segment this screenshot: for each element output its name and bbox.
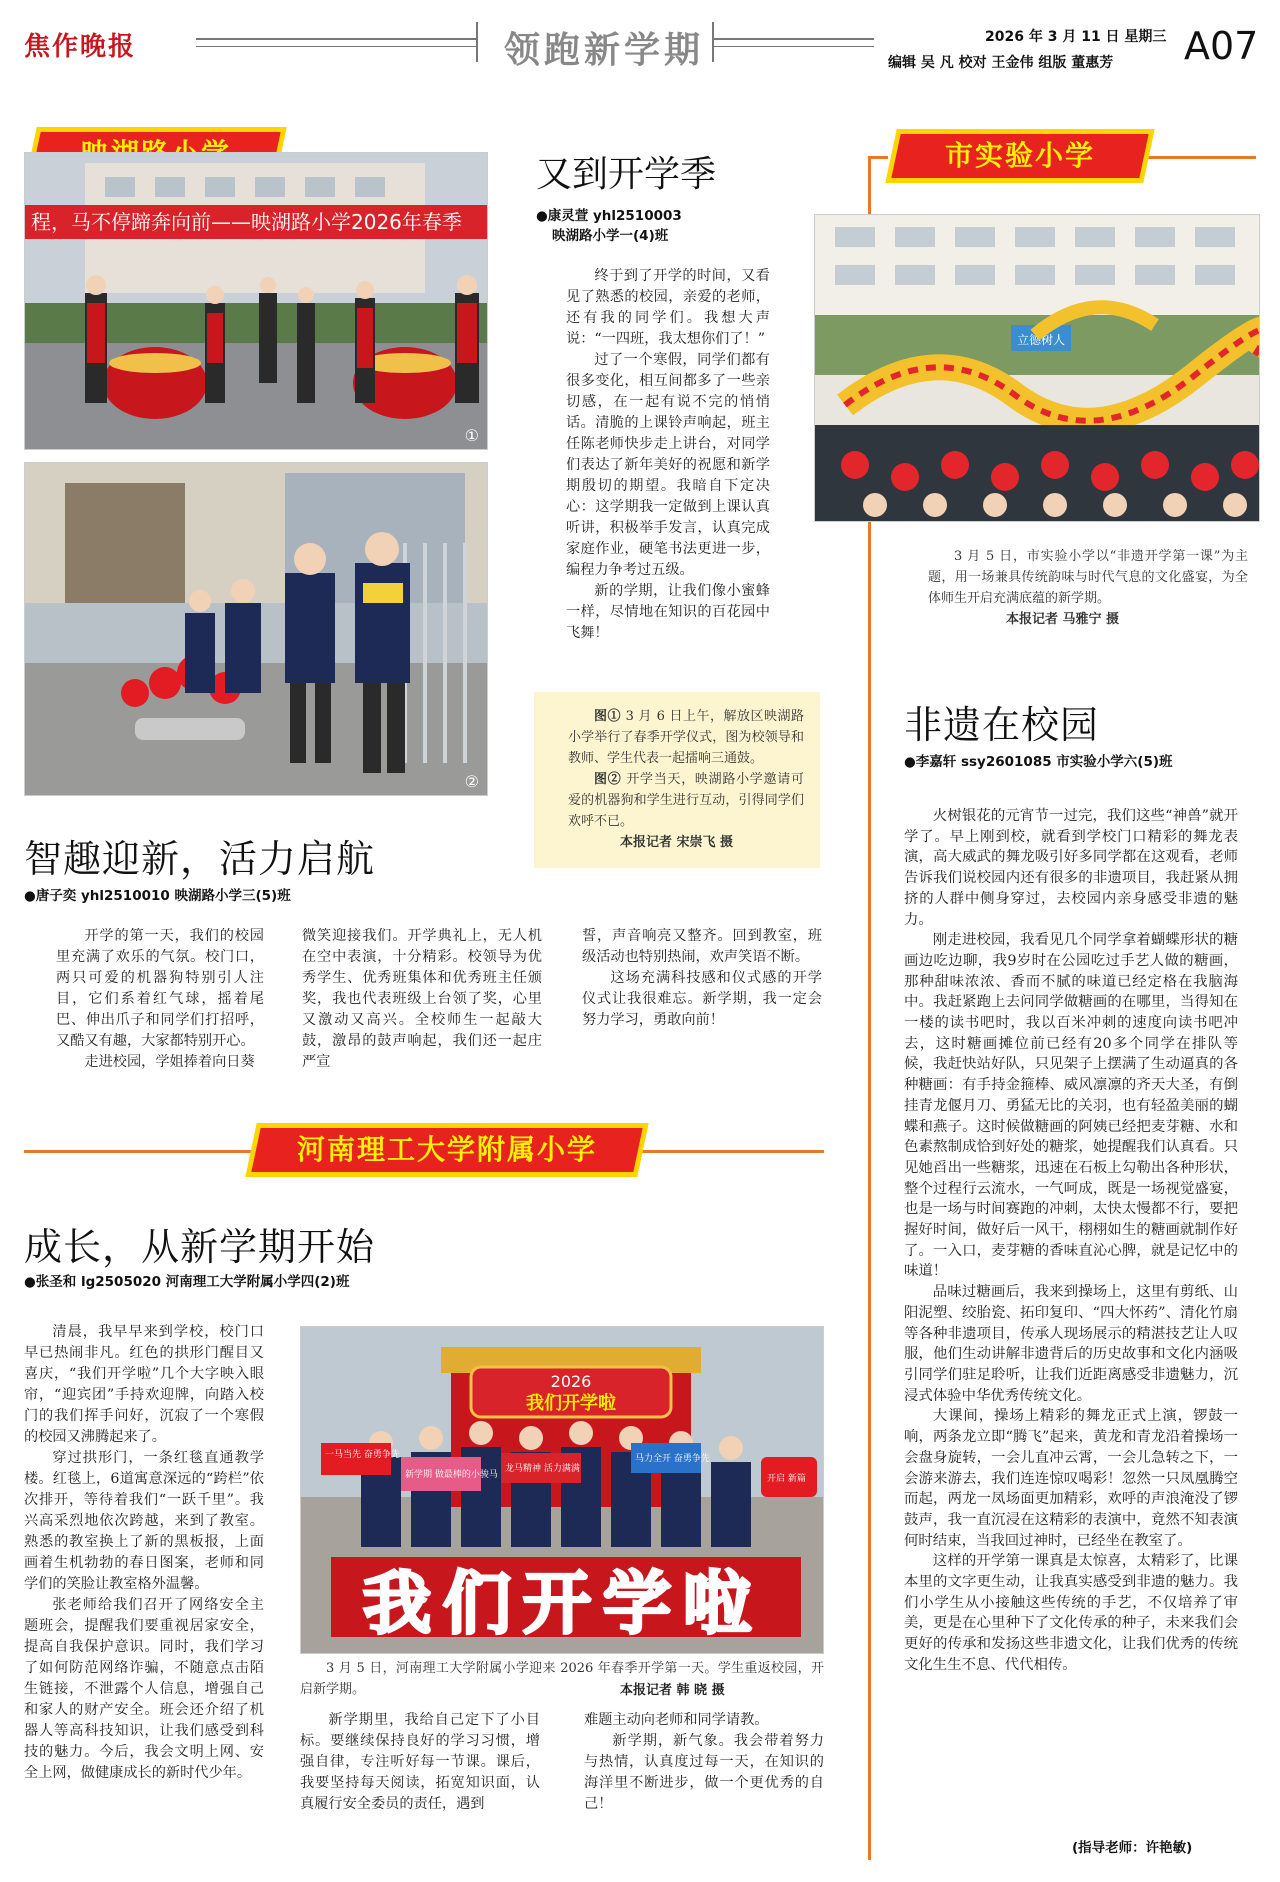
photo-drum-ceremony-illustration [25,153,488,450]
caption-photo-2 [568,769,804,832]
article3-byline: ●李嘉轩 ssy2601085 市实验小学六(5)班 [904,754,1173,770]
masthead-rule-left [196,38,478,40]
article2-col3-para-1: 誓，声音响亮又整齐。回到教室，班级活动也特别热闹，欢声笑语不断。 [582,928,822,965]
section-rule-henan-left [24,1150,254,1153]
photo-robot-dogs-illustration [25,463,488,796]
article3-para-3: 品味过糖画后，我来到操场上，这里有剪纸、山阳泥塑、绞胎瓷、拓印复印、“四大怀药”、清化竹扇等各种非遗项目，传承人现场展示的精湛技艺让人叹服，他们生动讲解非遗背后的历史故事和文化内涵吸引同学们驻足聆听，让我们近距离感受非遗魅力，沉浸式体验中华优秀传统文化。 [904,1284,1238,1404]
photo3-sign: 立德树人 [1016,333,1066,347]
photo-robot-dogs [24,462,488,796]
article1-para-3: 新的学期，让我们像小蜜蜂一样，尽情地在知识的百花园中飞舞！ [566,583,770,641]
article4-col1-para-1: 清晨，我早早来到学校，校门口早已热闹非凡。红色的拱形门醒目又喜庆，“我们开学啦”几个大字映入眼帘，“迎宾团”手持欢迎牌，向踏入校门的我们挥手问好，沉寂了一个寒假的校园又沸腾起来了。 [24,1324,264,1445]
article4-title: 成长，从新学期开始 [24,1225,376,1269]
photo-sign-5: 开启 新篇 [767,1474,806,1484]
photo3-credit: 本报记者 马雅宁 摄 [1006,612,1120,627]
article4-col1-para-2: 穿过拱形门，一条红毯直通教学楼。红毯上，6道寓意深远的“跨栏”依次排开，等待着我们“一跃千里”。我兴高采烈地依次跨越，来到了教室。熟悉的教室换上了新的黑板报，上面画着生机勃勃的春日图案，老师和同学们的笑脸让教室格外温馨。 [24,1450,264,1592]
caption-photo-1-label: 图① [594,709,621,724]
masthead-rule-right [714,38,874,40]
photo-big-text: 我们开学啦 [362,1565,764,1644]
section-banner-shiyan [891,134,1148,178]
right-frame-top-left [868,156,888,159]
article2-byline: ●唐子奕 yhl2510010 映湖路小学三(5)班 [24,888,291,904]
photo-school-gate-illustration [301,1327,824,1654]
section-rule-henan-right [640,1150,824,1153]
photo-arch-year: 2026 [550,1372,592,1391]
article2-col2: 微笑迎接我们。开学典礼上，无人机在空中表演，十分精彩。校领导为优秀学生、优秀班集体和优秀班主任颁奖，我也代表班级上台领了奖，心里又激动又高兴。全校师生一起敲大鼓，激昂的鼓声响起，我们还一起庄严宣 [302,928,542,1070]
section-banner-henan [251,1128,642,1172]
article2-title: 智趣迎新，活力启航 [24,837,376,881]
article1-body [566,266,770,644]
article2-col3-para-2: 这场充满科技感和仪式感的开学仪式让我很难忘。新学期，我一定会努力学习，勇敢向前！ [582,970,822,1028]
caption-photo-2-text: 开学当天，映湖路小学邀请可爱的机器狗和学生进行互动，引得同学们欢呼不已。 [568,772,804,829]
photo-sign-1: 一马当先 奋勇争先 [325,1450,400,1460]
article3-para-4: 大课间，操场上精彩的舞龙正式上演，锣鼓一响，两条龙立即“腾飞”起来，黄龙和青龙沿着操场一会盘身旋转，一会儿直冲云霄，一会儿急转之下，一会游来游去，我们连连惊叹喝彩！忽然一只凤凰腾空而起，两龙一凤场面更加精彩，欢呼的声浪淹没了锣鼓声，我一直沉浸在这精彩的表演中，竟然不知表演何时结束，当我回过神时，已经坐在教室了。 [904,1408,1238,1549]
caption-photo-credit: 本报记者 宋崇飞 摄 [620,835,734,850]
article2-col1-para-2: 走进校园，学姐捧着向日葵 [84,1054,255,1070]
article4-byline: ●张圣和 lg2505020 河南理工大学附属小学四(2)班 [24,1274,350,1290]
article1-para-1: 终于到了开学的时间，又看见了熟悉的校园，亲爱的老师，还有我的同学们。我想大声说：“一四班，我太想你们了！” [566,268,770,347]
photo4-credit: 本报记者 韩 晓 摄 [620,1683,725,1698]
photo-school-gate [300,1326,824,1654]
article1-byline-author: ●康灵萱 yhl2510003 [536,208,682,224]
article1-byline [536,206,682,246]
photo-dragon-dance [814,214,1260,522]
caption-box-yinghu-text [568,706,804,853]
right-frame-top-right [1148,156,1256,159]
photo3-caption [928,546,1248,630]
photo-number-1: ① [464,426,479,445]
staff-credits: 编辑 吴 凡 校对 王金伟 组版 董惠芳 [888,55,1114,71]
caption-photo-1-text: 3 月 6 日上午，解放区映湖路小学举行了春季开学仪式，图为校领导和教师、学生代表一起擂响三通鼓。 [568,709,804,766]
issue-date: 2026 年 3 月 11 日 星期三 [985,29,1167,45]
photo-sign-4: 马力全开 奋勇争先 [635,1454,710,1464]
page-number: A07 [1184,24,1259,68]
photo-arch-text: 我们开学啦 [526,1393,616,1414]
article4-col2: 新学期里，我给自己定下了小目标。要继续保持良好的学习习惯，增强自律，专注听好每一节课。课后，我要坚持每天阅读，拓宽知识面，认真履行安全委员的责任，遇到 [300,1712,540,1812]
caption-photo-1 [568,706,804,769]
section-banner-shiyan-label: 市实验小学 [944,139,1095,172]
masthead-bracket-left [476,22,478,62]
section-banner-henan-label: 河南理工大学附属小学 [296,1133,597,1166]
article3-body [904,806,1238,1676]
section-title: 领跑新学期 [504,29,705,71]
caption-box-yinghu [534,692,820,868]
photo-sign-3: 龙马精神 活力满满 [505,1464,580,1474]
article1-para-2: 过了一个寒假，同学们都有很多变化，相互间都多了一些亲切感，在一起有说不完的悄悄话。清脆的上课铃声响起，班主任陈老师快步走上讲台，对同学们表达了新年美好的祝愿和新学期殷切的期望。我暗自下定决心：这学期我一定做到上课认真听讲，积极举手发言，认真完成家庭作业，硬笔书法更进一步，编程力争考过五级。 [566,352,770,578]
article3-para-5: 这样的开学第一课真是太惊喜，太精彩了，比课本里的文字更生动，让我真实感受到非遗的魅力。我们小学生从小接触这些传统的手艺，不仅培养了审美，更是在心里种下了文化传承的种子，未来我们会更好的传承和发扬这些非遗文化，让我们优秀的传统文化生生不息、代代相传。 [904,1553,1238,1673]
photo4-caption [300,1658,824,1700]
article2-col1-para-1: 开学的第一天，我们的校园里充满了欢乐的气氛。校门口，两只可爱的机器狗特别引人注目，它们系着红气球，摇着尾巴、伸出爪子和同学们打招呼，又酷又有趣，大家都特别开心。 [56,928,264,1049]
caption-photo-2-label: 图② [594,772,622,787]
masthead-rule-right-2 [714,46,874,47]
masthead-bracket-right [712,22,714,62]
article1-title: 又到开学季 [536,154,717,195]
article3-para-1: 火树银花的元宵节一过完，我们这些“神兽”就开学了。早上刚到校，就看到学校门口精彩的舞龙表演，高大威武的舞龙吸引好多同学都在这观看，老师告诉我们说校园内还有很多的非遗项目，我赶紧从拥挤的人群中侧身穿过，去校园内亲身感受非遗的魅力。 [904,808,1238,928]
article4-col1-para-3: 张老师给我们召开了网络安全主题班会，提醒我们要重视居家安全，提高自我保护意识。同时，我们学习了如何防范网络诈骗，不随意点击陌生链接，不泄露个人信息，增强自己和家人的财产安全。班会还介绍了机器人等高科技知识，让我们感受到科技的魅力。今后，我会文明上网、安全上网，做健康成长的新时代少年。 [24,1597,264,1781]
newspaper-logo: 焦作晚报 [24,32,137,62]
photo4-caption-text: 3 月 5 日，河南理工大学附属小学迎来 2026 年春季开学第一天。学生重返校园，开启新学期。 [300,1661,824,1697]
article3-para-2: 刚走进校园，我看见几个同学拿着蝴蝶形状的糖画边吃边聊，我9岁时在公园吃过手艺人做的糖画，那种甜味浓浓、香而不腻的味道已经定格在我脑海中。我赶紧跑上去问同学做糖画的在哪里，当得知在一楼的读书吧时，我以百米冲刺的速度向读书吧冲去，这时糖画摊位前已经有20多个同学在排队等候，我赶快站好队，只见架子上摆满了生动逼真的各种糖画：有手持金箍棒、威风凛凛的齐天大圣，有倒挂青龙偃月刀、勇猛无比的关羽，也有轻盈美丽的蝴蝶和燕子。这时候做糖画的阿姨已经把麦芽糖、水和色素熬制成恰到好处的糖浆，她提醒我们认真看。只见她舀出一些糖浆，迅速在石板上勾勒出各种形状，整个过程行云流水，一气呵成，既是一场视觉盛宴，也是一场与时间赛跑的冲刺，太快太慢都不行，要把握好时间，做好后一风干，栩栩如生的糖画就制作好了。一入口，麦芽糖的香味直沁心脾，就是记忆中的味道！ [904,932,1238,1280]
article4-col3 [584,1710,824,1815]
article4-col3-para-1: 难题主动向老师和同学请教。 [584,1712,769,1728]
masthead-rule-left-2 [196,46,478,47]
photo3-caption-text: 3 月 5 日，市实验小学以“非遗开学第一课”为主题，用一场兼具传统韵味与时代气息的文化盛宴，为全体师生开启充满底蕴的新学期。 [928,549,1248,606]
article2-col3 [582,926,822,1031]
photo-drum-ceremony [24,152,488,450]
photo-drum-banner-text: 程，马不停蹄奔向前——映湖路小学2026年春季 [31,210,462,234]
photo-sign-2: 新学期 做最棒的小骏马 [405,1470,498,1480]
photo-number-2: ② [464,772,479,791]
photo-dragon-dance-illustration [815,215,1260,522]
article3-teacher: (指导老师：许艳敏) [1072,1840,1193,1856]
article1-byline-class: 映湖路小学一(4)班 [552,228,669,244]
article3-title: 非遗在校园 [904,703,1100,747]
article4-col3-para-2: 新学期，新气象。我会带着努力与热情，认真度过每一天，在知识的海洋里不断进步，做一个更优秀的自己！ [584,1733,824,1812]
article4-col1 [24,1322,264,1784]
article2-col1 [56,926,264,1073]
